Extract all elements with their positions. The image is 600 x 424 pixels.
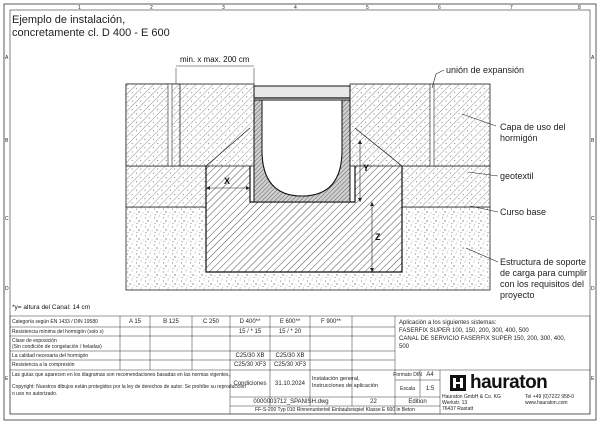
frame-number-2: 2	[150, 5, 153, 11]
class-f900: F 900**	[320, 318, 341, 325]
label-geotextile: geotextil	[500, 171, 534, 181]
class-d400: D 400**	[239, 318, 261, 325]
title-line-1: Ejemplo de instalación,	[12, 14, 126, 26]
edition-label: Edition	[408, 398, 427, 405]
company-line-1: Hauraton GmbH & Co. KG	[442, 394, 501, 400]
class-e600: E 600**	[279, 318, 301, 325]
notes-line-1: Las guías que aparecen en los diagramas son recomendaciones basadas en las normas vigentes,	[12, 372, 230, 378]
row-category-label: Categoría según EN 1433 / DIN 19580	[12, 319, 98, 325]
drawing-number: 0000003712_SPANISH.dwg	[253, 398, 329, 405]
frame-number-6: 6	[438, 5, 441, 11]
class-b125: B 125	[163, 318, 179, 325]
conditions-label: Condiciones	[233, 380, 267, 387]
drawing-description: FF-S-200 Typ 010 Rinnenunterteil Einbaubeispiel Klasse E 600 in Beton	[255, 407, 415, 413]
row-exposure-sub: (Sin condición de congelación / heladas)	[12, 344, 102, 350]
dimension-z: Z	[375, 232, 381, 242]
brand-logo	[450, 372, 547, 394]
footnote: *y= altura del Canal: 14 cm	[12, 304, 91, 311]
frame-letter-c-right: C	[591, 216, 595, 222]
class-c250: C 250	[202, 318, 219, 325]
frame-letter-b: B	[5, 138, 9, 144]
notes-line-3: o uso no autorizado.	[12, 391, 58, 397]
frame-number-8: 8	[578, 5, 581, 11]
frame-letter-b-right: B	[591, 138, 595, 144]
resistance-e600: 15 / * 20	[278, 328, 302, 335]
frame-letter-e-right: E	[591, 376, 595, 382]
quality-d400: C25/30 XB	[235, 352, 265, 359]
row-exposure-label: Clase de exposición	[12, 338, 57, 344]
frame-letter-c: C	[5, 216, 9, 222]
application-line-2: CANAL DE SERVICIO FASERFIX SUPER 150, 200, 300, 400,	[399, 336, 566, 342]
format-label: Formato DIN	[393, 372, 422, 378]
brand-name: hauraton	[470, 372, 548, 393]
application-block	[399, 319, 565, 351]
frame-letter-a: A	[5, 55, 9, 61]
resistance-d400: 15 / * 15	[238, 328, 262, 335]
row-resistance-label: Resistencia mínima del hormigón (solo s)	[12, 329, 104, 335]
frame-number-5: 5	[366, 5, 369, 11]
quality-e600: C25/30 XB	[275, 352, 305, 359]
notes-line-2: Copyright: Nuestros dibujos están protegidos por la ley de derechos de autor. Se prohíbe su reproducción	[12, 384, 247, 390]
page-number: 22	[370, 398, 377, 405]
format-value: A4	[426, 372, 434, 378]
scale-value: 1:5	[425, 385, 435, 392]
label-expansion-joint: unión de expansión	[446, 65, 525, 75]
title-line-2: concretamente cl. D 400 - E 600	[12, 27, 170, 39]
dimension-min-max: min. x max. 200 cm	[180, 55, 250, 64]
frame-letter-d-right: D	[591, 286, 595, 292]
frame-number-4: 4	[294, 5, 297, 11]
frame-number-3: 3	[222, 5, 225, 11]
date-value: 31.10.2024	[274, 380, 306, 387]
frame-letter-a-right: A	[591, 55, 595, 61]
frame-number-7: 7	[510, 5, 513, 11]
row-quality-label: La calidad necesaria del hormigón	[12, 353, 89, 359]
frame-letter-d: D	[5, 286, 9, 292]
dimension-y: Y	[363, 163, 370, 173]
company-line-3: 76437 Rastatt	[442, 406, 474, 412]
company-phone: Tel +49 (0)7222 958-0	[525, 394, 575, 400]
installation-block: Instalación general, Instrucciones de aplicación	[312, 376, 379, 389]
compression-e600: C25/30 XF3	[273, 362, 307, 368]
class-a15: A 15	[128, 318, 141, 325]
application-line-3: 500	[399, 344, 410, 350]
application-title: Aplicación a los siguientes sistemas:	[399, 320, 497, 326]
hauraton-logo-icon	[450, 375, 466, 391]
frame-number-1: 1	[78, 5, 81, 11]
company-web: www.hauraton.com	[525, 400, 568, 406]
dimension-x: X	[224, 176, 231, 186]
compression-d400: C25/30 XF3	[233, 362, 267, 368]
frame-letter-e: E	[5, 376, 9, 382]
label-support-structure: Estructura de soporte de carga para cumplir con los requisitos del proyecto	[500, 257, 588, 300]
label-base-course: Curso base	[500, 207, 547, 217]
row-compression-label: Resistencia a la compresión	[12, 362, 75, 368]
company-line-2: Werkstr. 13	[442, 400, 468, 406]
scale-label: Escala	[399, 385, 415, 392]
application-line-1: FASERFIX SUPER 100, 150, 200, 300, 400, 500	[399, 328, 529, 334]
label-surface-layer: Capa de uso del hormigón	[500, 122, 566, 143]
